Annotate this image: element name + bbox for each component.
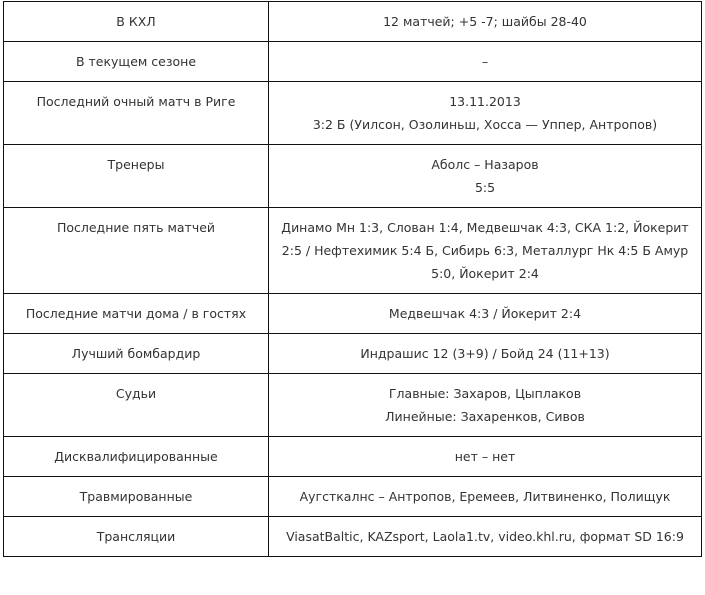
row-value [269,294,702,334]
value-line: 5:5 [474,180,496,195]
value-line: Главные: Захаров, Цыплаков [388,386,582,401]
value-line: Аболс – Назаров [431,157,539,172]
table-row [4,2,702,42]
row-value [269,42,702,82]
row-label: Дисквалифицированные [4,437,269,477]
row-label: Последние матчи дома / в гостях [4,294,269,334]
row-value [269,374,702,437]
table-row [4,517,702,557]
value-line: Линейные: Захаренков, Сивов [385,409,585,424]
row-value [269,2,702,42]
table-row [4,374,702,437]
value-line: Динамо Мн 1:3, Слован 1:4, Медвешчак 4:3, СКА 1:2, Йокерит 2:5 / Нефтехимик 5:4 Б, Сибирь 6:3, Металлург Нк 4:5 Б Амур 5:0, Йокерит 2:4 [281,220,689,281]
row-label: Лучший бомбардир [4,334,269,374]
table-row [4,437,702,477]
value-line: 3:2 Б (Уилсон, Озолиньш, Хосса — Уппер, Антропов) [312,117,658,132]
row-value [269,208,702,294]
value-line: ViasatBaltic, KAZsport, Laola1.tv, video.khl.ru, формат SD 16:9 [286,529,684,544]
row-value [269,517,702,557]
match-info-table [3,1,702,557]
row-label: Трансляции [4,517,269,557]
row-label: В КХЛ [4,2,269,42]
row-value [269,334,702,374]
row-label: Последние пять матчей [4,208,269,294]
table-row [4,42,702,82]
value-line: Аугсткалнс – Антропов, Еремеев, Литвиненко, Полищук [299,489,671,504]
table-row [4,334,702,374]
value-line: 13.11.2013 [449,94,521,109]
value-line: 12 матчей; +5 -7; шайбы 28-40 [383,14,587,29]
row-label: В текущем сезоне [4,42,269,82]
table-row [4,294,702,334]
value-line: Медвешчак 4:3 / Йокерит 2:4 [388,306,582,321]
row-label: Последний очный матч в Риге [4,82,269,145]
value-line: – [481,54,489,69]
row-value [269,145,702,208]
row-value [269,437,702,477]
table-row [4,82,702,145]
row-value [269,82,702,145]
row-label: Тренеры [4,145,269,208]
table-row [4,145,702,208]
row-label: Судьи [4,374,269,437]
table-row [4,477,702,517]
row-value [269,477,702,517]
value-line: нет – нет [454,449,516,464]
value-line: Индрашис 12 (3+9) / Бойд 24 (11+13) [360,346,610,361]
row-label: Травмированные [4,477,269,517]
table-row [4,208,702,294]
